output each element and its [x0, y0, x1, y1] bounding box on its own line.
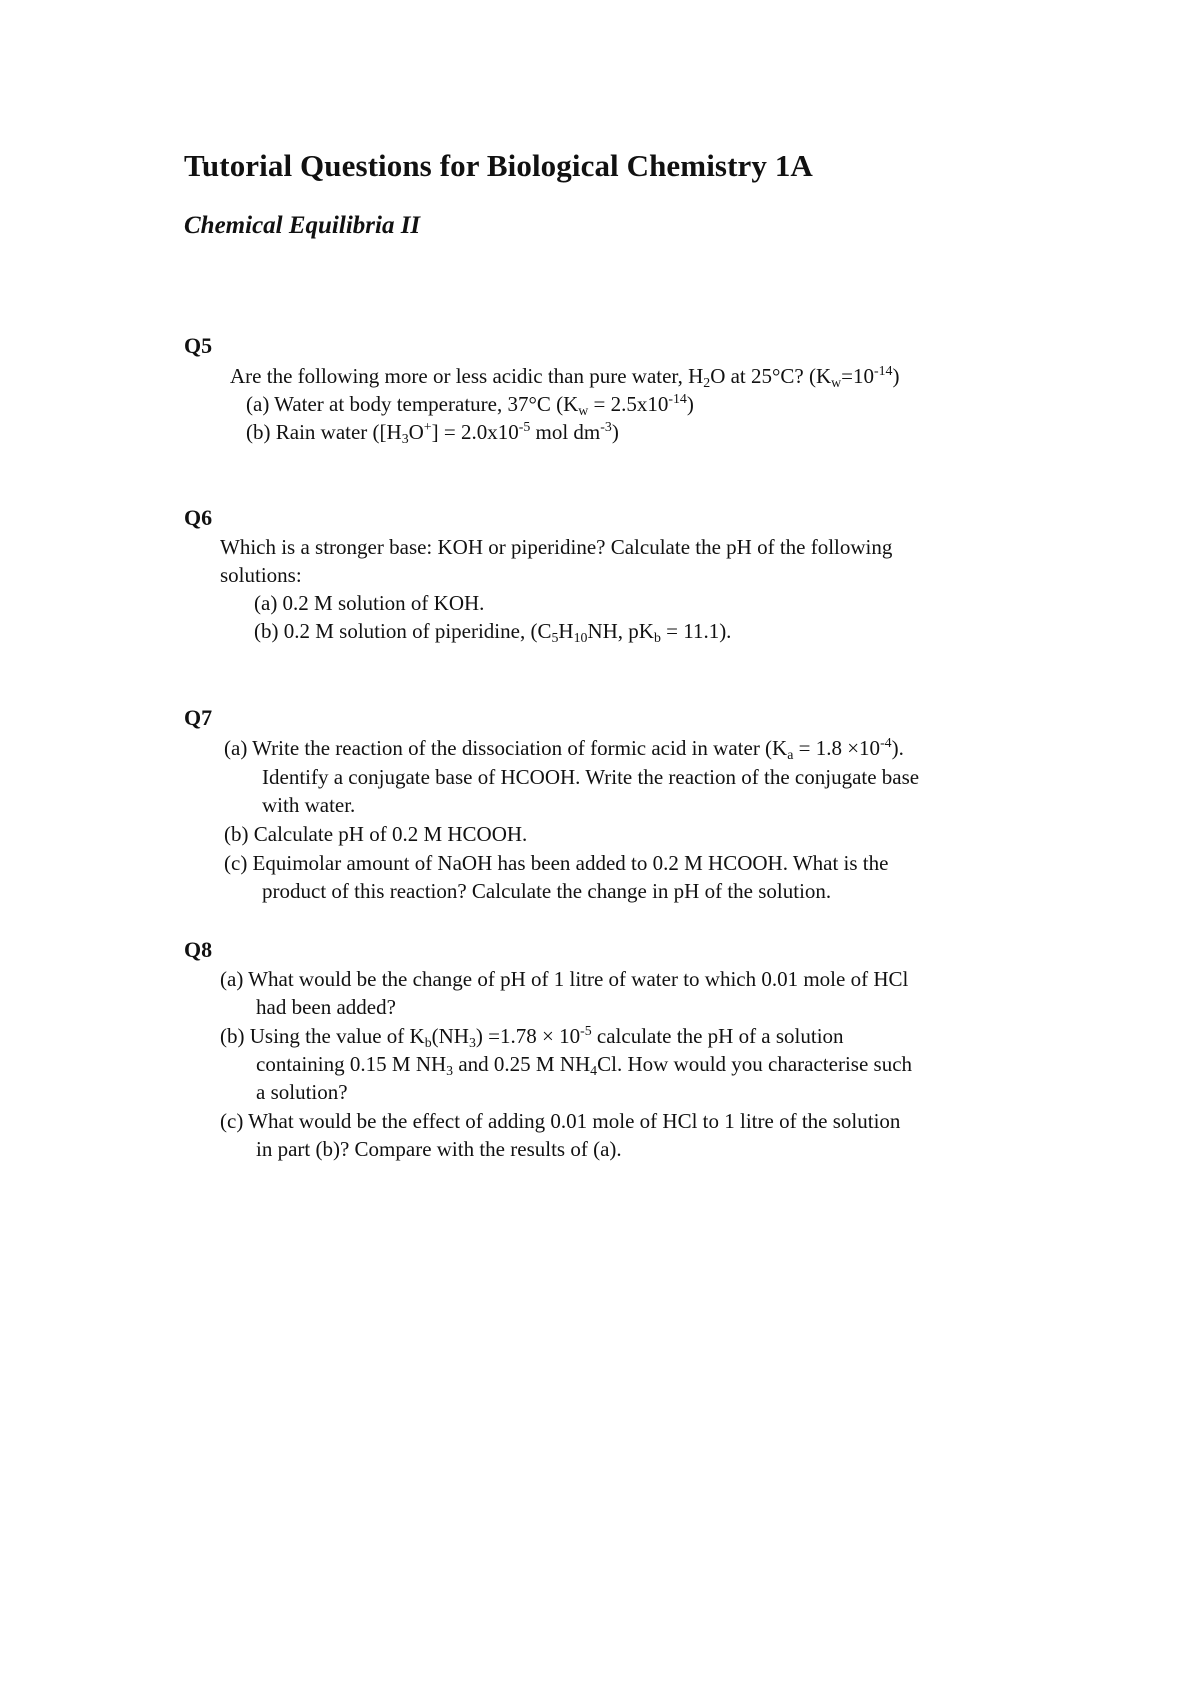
question-label: Q7	[184, 705, 213, 730]
question-8-part-b: (b) Using the value of $K_b(NH_3) =1.78 \times 10^{-5}$ calculate the pH of a solution	[220, 1023, 844, 1051]
question-8-part-a: (a) What would be the change of pH of 1 litre of water to which 0.01 mole of HCl	[220, 967, 909, 991]
question-7-part-c-line-2: product of this reaction? Calculate the change in pH of the solution.	[262, 879, 832, 903]
question-7-part-c: (c) Equimolar amount of NaOH has been added to 0.2 M HCOOH. What is the	[224, 851, 889, 875]
question-8-part-c: (c) What would be the effect of adding 0.01 mole of HCl to 1 litre of the solution	[220, 1109, 901, 1133]
question-7-part-a-line-3: with water.	[262, 793, 356, 817]
question-6	[184, 505, 1064, 646]
question-label: Q8	[184, 937, 213, 962]
question-5-part-a: (a) Water at body temperature, 37°C $(K_w = 2.5x10^{-14})$	[246, 391, 694, 419]
question-8-part-b-line-3: a solution?	[256, 1080, 348, 1104]
question-7-part-a: (a) Write the reaction of the dissociation of formic acid in water $(K_a = 1.8 \times 10^{-4})$.	[224, 735, 904, 763]
question-6-intro-line-1: Which is a stronger base: KOH or piperidine? Calculate the pH of the following	[220, 535, 893, 559]
question-7-part-b: (b) Calculate pH of 0.2 M HCOOH.	[224, 822, 528, 846]
question-5-part-b: (b) Rain water ($[H_3O^+] = 2.0x10^{-5}$ mol $dm^{-3}$)	[246, 419, 619, 447]
question-7	[184, 705, 1064, 903]
question-label: Q6	[184, 505, 213, 530]
question-6-intro-line-2: solutions:	[220, 563, 302, 587]
question-8-part-c-line-2: in part (b)? Compare with the results of (a).	[256, 1137, 622, 1161]
question-6-part-b: (b) 0.2 M solution of piperidine, ($C_5H_{10}NH$, $pK_b = 11.1$).	[254, 619, 732, 646]
question-6-part-a: (a) 0.2 M solution of KOH.	[254, 591, 485, 615]
question-label: Q5	[184, 333, 213, 358]
document-subtitle: Chemical Equilibria II	[184, 212, 421, 239]
question-7-part-a-line-2: Identify a conjugate base of HCOOH. Write the reaction of the conjugate base	[262, 765, 920, 789]
question-8-part-a-line-2: had been added?	[256, 995, 396, 1019]
question-8-part-b-line-2: containing 0.15 M $NH_3$ and 0.25 M $NH_4Cl$. How would you characterise such	[256, 1052, 913, 1079]
document-title: Tutorial Questions for Biological Chemistry 1A	[184, 148, 813, 183]
question-5-intro: Are the following more or less acidic than pure water, $H_2O$ at 25°C? $(K_w=10^{-14})$	[230, 363, 900, 391]
question-5	[184, 333, 1064, 447]
question-8	[184, 937, 1064, 1161]
